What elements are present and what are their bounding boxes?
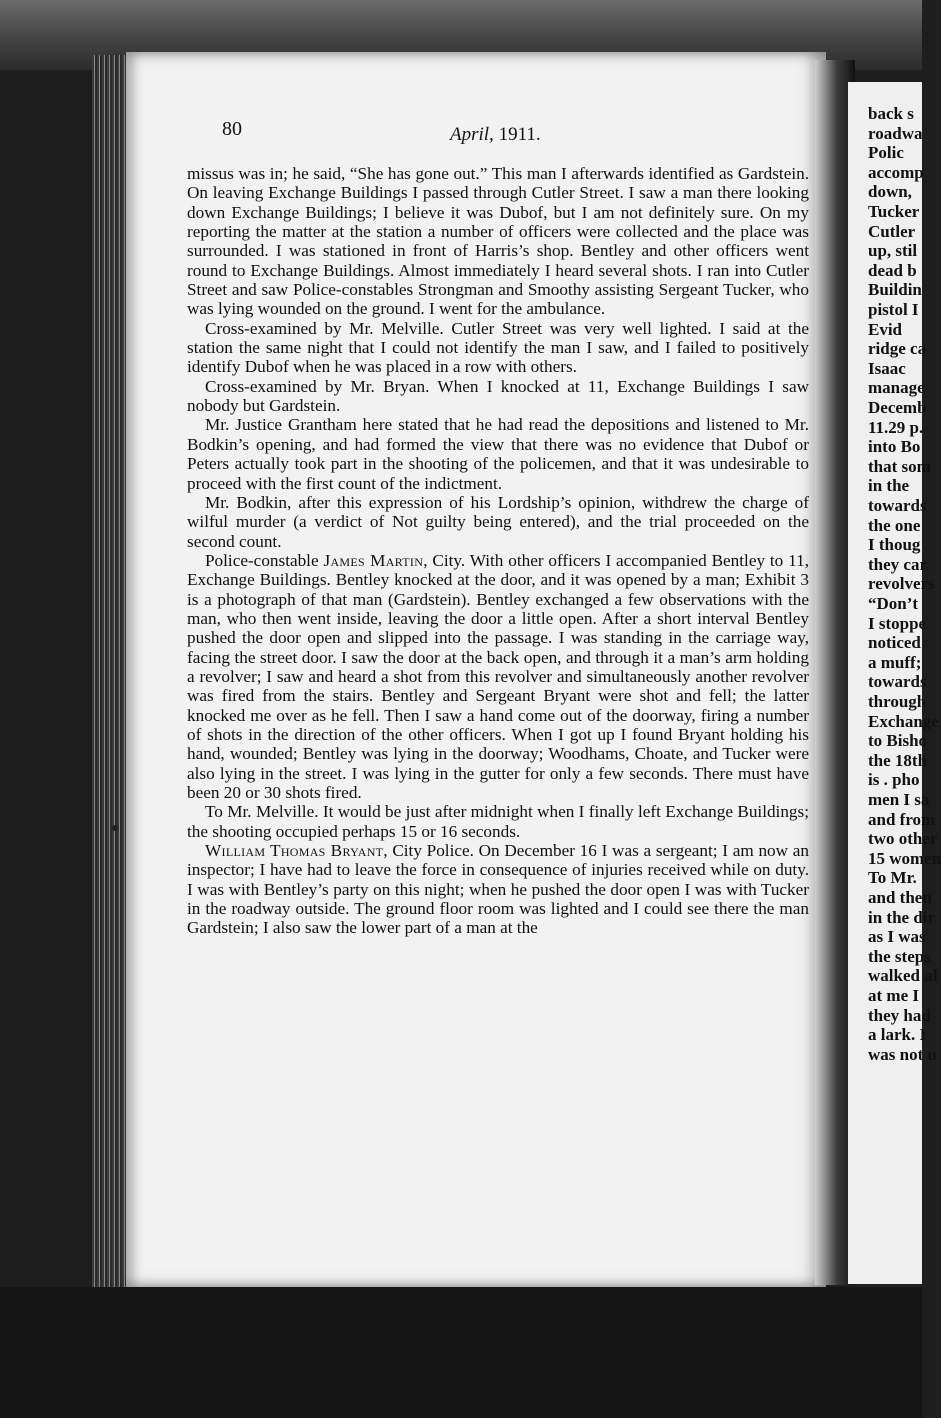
right-page-line: in the dir: [868, 907, 936, 927]
right-page-line: accomp: [868, 162, 924, 182]
right-page-line: Exchange: [868, 711, 939, 731]
bryant-text: , City Police. On December 16 I was a sergeant; I am now an inspector; I have had to leave the force in consequence of injuries received while on duty. I was with Bentley’s party on this night; when he pushed the door open I was with Tucker in the roadway outside. The ground floor room was lighted and I could see there the man Gardstein; I also saw the lower part of a man at the: [187, 841, 809, 938]
paragraph: Cross-examined by Mr. Bryan. When I knocked at 11, Exchange Buildings I saw nobody but Gardstein.: [187, 376, 809, 416]
paragraph-martin: [187, 551, 809, 802]
right-page-line: men I sa: [868, 790, 930, 809]
book-page-edges: [92, 55, 128, 1295]
right-page-line: at me I: [868, 986, 919, 1005]
right-page-line: they car: [868, 554, 928, 574]
body-text: [187, 164, 809, 938]
right-page-line: through: [868, 692, 927, 711]
right-page-line: the one: [868, 515, 921, 535]
right-page-line: Isaac: [868, 358, 906, 378]
witness-name-bryant: William Thomas Bryant: [205, 841, 384, 861]
right-page-line: up, stil: [868, 241, 918, 261]
right-page-line: a lark. I: [868, 1025, 927, 1045]
paragraph: Mr. Justice Grantham here stated that he had read the depositions and listened to Mr. Bodkin’s opening, and had formed the view that there was no evidence that Dubof or Peters actually took part in the shooting of the policemen, and that it was undesirable to proceed with the first count of the indictment.: [187, 415, 809, 493]
right-page-line: and from: [868, 809, 936, 829]
running-head-month: April,: [450, 124, 494, 145]
right-page-line: Decemb: [868, 398, 927, 417]
right-page-line: Cutler: [868, 221, 916, 241]
right-page-line: as I was: [868, 927, 926, 947]
right-page-line: 11.29 p.: [868, 417, 924, 437]
running-head-year: 1911.: [498, 124, 541, 145]
right-page-line: towards: [868, 672, 927, 692]
paragraph: Cross-examined by Mr. Melville. Cutler Street was very well lighted. I said at the station the same night that I could not identify the man I saw, and I failed to positively identify Dubof when he was placed in a row with others.: [187, 318, 809, 377]
right-page-line: walked al: [868, 966, 938, 986]
right-page-line: “Don’t: [868, 594, 919, 613]
right-page-line: the 18th: [868, 750, 928, 770]
right-page-line: 15 women: [868, 848, 941, 868]
paragraph: Mr. Bodkin, after this expression of his Lordship’s opinion, withdrew the charge of wilful murder (a verdict of Not guilty being entered), and the trial proceeded on the second count.: [187, 492, 809, 551]
right-page-line: to Bisho: [868, 731, 928, 751]
right-page-line: dead b: [868, 260, 917, 280]
right-page-line: is . pho: [868, 770, 920, 790]
right-page: [848, 82, 941, 1284]
right-page-line: towards: [868, 496, 927, 515]
right-page-line: was not u: [868, 1044, 937, 1064]
background-bottom: [0, 1287, 922, 1418]
right-page-line: pistol I: [868, 300, 919, 319]
right-page-line: Evid: [868, 319, 903, 339]
right-page-line: Buildin: [868, 280, 922, 300]
right-page-line: that som: [868, 456, 931, 476]
martin-prefix: Police-constable: [205, 550, 324, 570]
right-page-line: and then: [868, 888, 932, 907]
page-number: 80: [222, 118, 242, 140]
witness-name-martin: James Martin: [323, 550, 424, 570]
right-page-line: Polic: [868, 143, 904, 163]
right-page-line: I stoppe: [868, 613, 927, 633]
right-page-line: back s: [868, 104, 914, 123]
right-page-line: the steps: [868, 946, 931, 966]
paragraph: To Mr. Melville. It would be just after midnight when I finally left Exchange Buildings; the shooting occupied perhaps 15 or 16 seconds.: [187, 802, 809, 841]
paragraph: missus was in; he said, “She has gone out.” This man I afterwards identified as Gardstein. On leaving Exchange Buildings I passed through Cutler Street. I saw a man there looking down Exchange Buildings; I believe it was Dubof, but I am not definitely sure. On my reporting the matter at the station a number of officers were collected and the place was surrounded. I was stationed in front of Harris’s shop. Bentley and other officers went round to Exchange Buildings. Almost immediately I heard several shots. I ran into Cutler Street and saw Police-constables Strongman and Smoothy assisting Sergeant Tucker, who was lying wounded on the ground. I went for the ambulance.: [187, 164, 809, 319]
right-page-line: manage: [868, 378, 925, 398]
right-page-line: ridge ca: [868, 339, 927, 359]
right-page-line: into Bo: [868, 437, 921, 457]
right-page-line: they had: [868, 1005, 931, 1025]
right-page-line: To Mr.: [868, 868, 917, 888]
right-page-line: down,: [868, 182, 912, 202]
right-page-line: two other: [868, 829, 938, 849]
right-page-line: a muff;: [868, 652, 922, 672]
right-page-line: in the: [868, 476, 910, 496]
right-page-line: revolvers: [868, 574, 935, 594]
right-page-line: roadwa: [868, 123, 923, 143]
right-page-line: noticed: [868, 633, 921, 653]
right-page-line: Tucker: [868, 202, 920, 221]
martin-text: , City. With other officers I accompanied Bentley to 11, Exchange Buildings. Bentley knocked at the door, and it was opened by a man; Exhibit 3 is a photograph of that man (Gardstein). Bentley exchanged a few observations with the man, who then went inside, leaving the door a little open. After a short interval Bentley pushed the door open and slipped into the passage. I was standing in the carriage way, facing the street door. I saw the door at the back open, and through it a man’s arm holding a revolver; I saw and heard a shot from this revolver and simultaneously another revolver was fired from the stairs. Bentley and Sergeant Bryant were shot and fell; the latter knocked me over as he fell. Then I saw a hand come out of the doorway, firing a number of shots in the direction of the other officers. When I got up I found Bryant holding his hand, wounded; Bentley was lying in the doorway; Woodhams, Choate, and Tucker were also lying in the street. I was lying in the gutter for only a few seconds. There must have been 20 or 30 shots fired.: [187, 550, 809, 802]
right-page-line: I thoug: [868, 535, 921, 555]
margin-mark: [112, 825, 118, 831]
running-head: [450, 124, 541, 146]
paragraph-bryant: [187, 841, 809, 938]
